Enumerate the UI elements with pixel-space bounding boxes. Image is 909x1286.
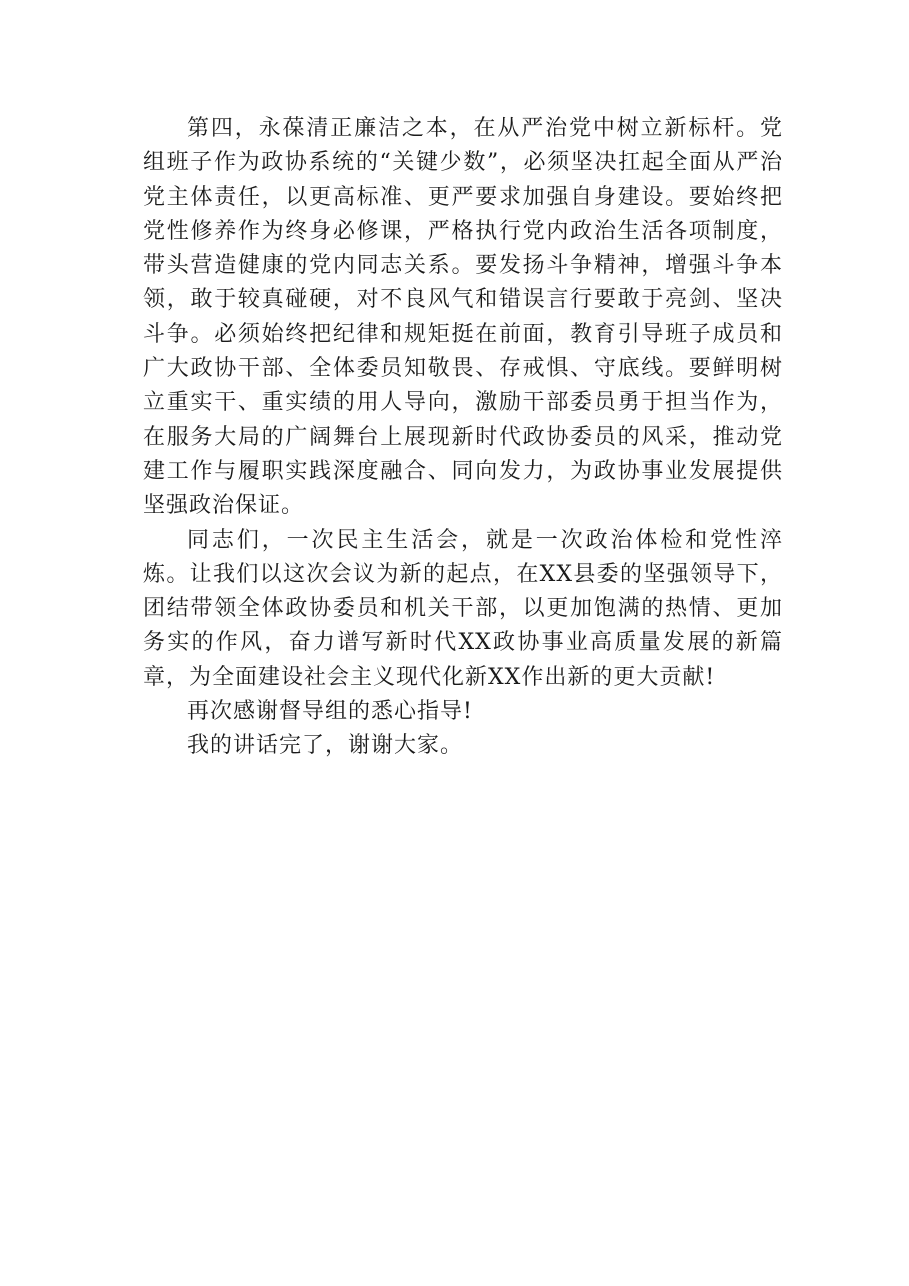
paragraph-fourth-point: 第四，永葆清正廉洁之本，在从严治党中树立新标杆。党组班子作为政协系统的“关键少数”，必须坚决扛起全面从严治党主体责任，以更高标准、更严要求加强自身建设。要始终把党性修养作为终身必修课，严格执行党内政治生活各项制度，带头营造健康的党内同志关系。要发扬斗争精神，增强斗争本领，敢于较真碰硬，对不良风气和错误言行要敢于亮剑、坚决斗争。必须始终把纪律和规矩挺在前面，教育引导班子成员和广大政协干部、全体委员知敬畏、存戒惧、守底线。要鲜明树立重实干、重实绩的用人导向，激励干部委员勇于担当作为，在服务大局的广阔舞台上展现新时代政协委员的风采，推动党建工作与履职实践深度融合、同向发力，为政协事业发展提供坚强政治保证。: [143, 116, 783, 519]
paragraph-closing-call: 同志们，一次民主生活会，就是一次政治体检和党性淬炼。让我们以这次会议为新的起点，在XX县委的坚强领导下，团结带领全体政协委员和机关干部，以更加饱满的热情、更加务实的作风，奋力谱写新时代XX政协事业高质量发展的新篇章，为全面建设社会主义现代化新XX作出新的更大贡献!: [143, 527, 783, 690]
document-body: [143, 112, 783, 764]
paragraph-ending: 我的讲话完了，谢谢大家。: [187, 733, 464, 759]
paragraph-thanks: 再次感谢督导组的悉心指导!: [187, 699, 473, 725]
